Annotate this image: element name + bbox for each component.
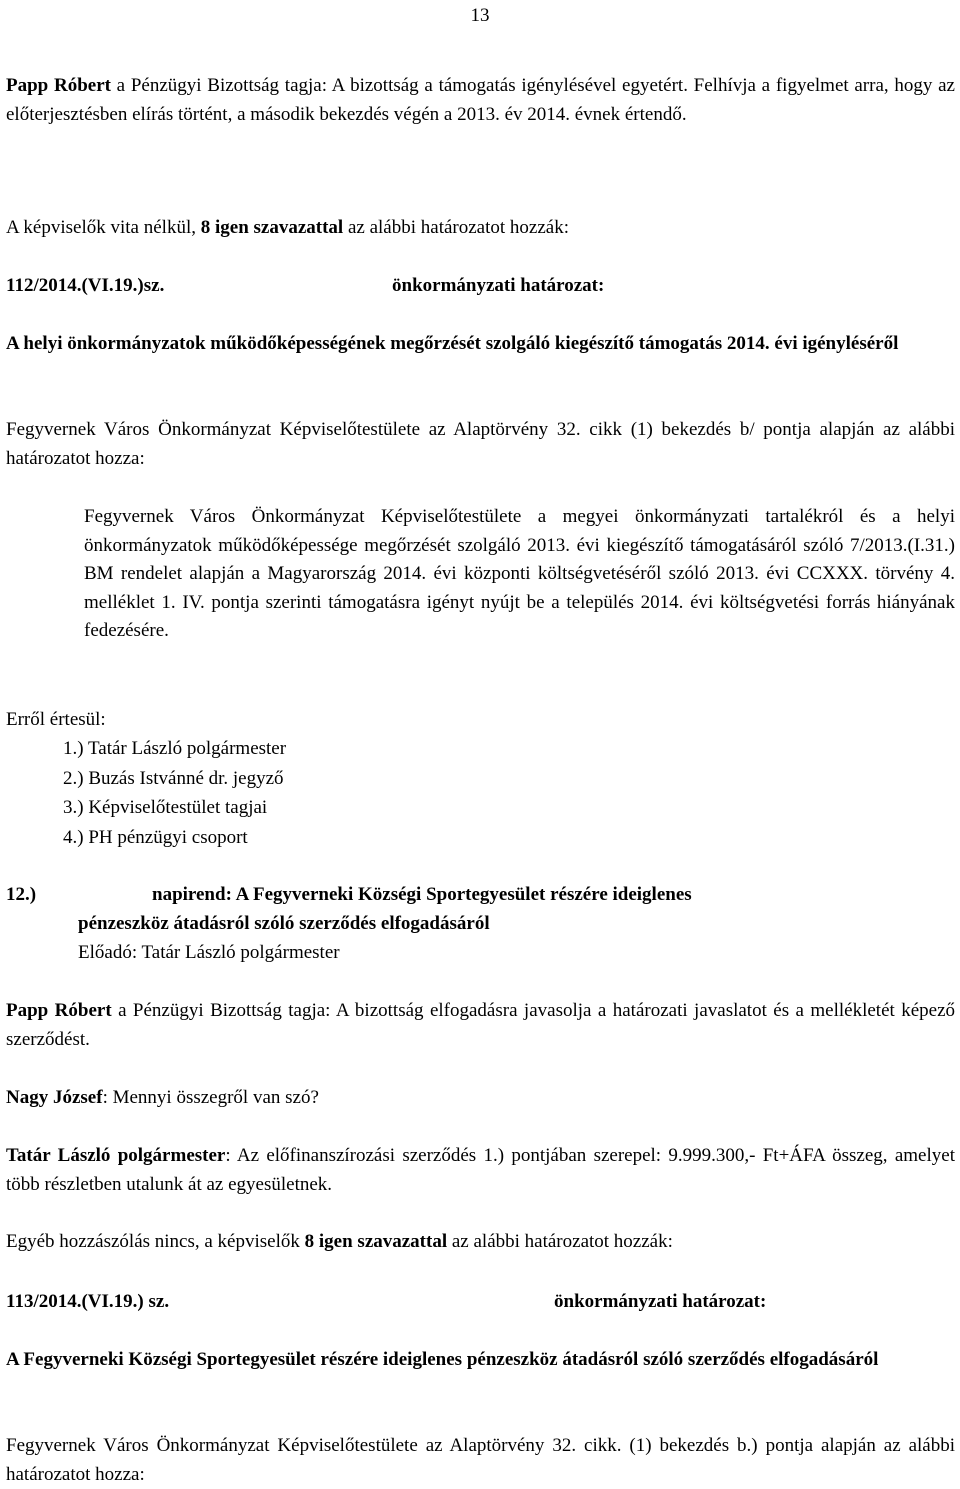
vote-count: 8 igen szavazattal [200,217,344,238]
speaker-name: Papp Róbert [6,1000,112,1021]
paragraph-tatar [6,1142,955,1199]
resolution-title-113: A Fegyverneki Községi Sportegyesület részére ideiglenes pénzeszköz átadásról szóló szerződés elfogadásáról [6,1349,879,1370]
vote-count: 8 igen szavazattal [304,1231,448,1252]
speaker-name: Nagy József [6,1087,103,1108]
resolution-body-112: Fegyvernek Város Önkormányzat Képviselőtestülete a megyei önkormányzati tartalékról és a helyi önkormányzatok működőképessége megőrzését szolgáló 2013. évi kiegészítő támogatásáról szóló 7/2013.(I.31.) BM rendelet alapján a Magyarország 2014. évi központi költségvetéséről szóló 2013. évi CCXXX. törvény 4. melléklet 1. IV. pontja szerinti támogatásra igényt nyújt be a település 2014. évi költségvetési forrás hiányának fedezésére. [84,506,955,641]
page-number: 13 [470,5,490,26]
resolution-number: 113/2014.(VI.19.) sz. [6,1291,170,1312]
paragraph-papp-1 [6,72,955,129]
agenda-title-line-2: pénzeszköz átadásról szóló szerződés elfogadásáról [78,913,490,934]
notify-list [63,735,863,853]
speaker-text: a Pénzügyi Bizottság tagja: A bizottság a támogatás igénylésével egyetért. Felhívja a figyelmet arra, hogy az előterjesztésben elírás történt, a második bekezdés végén a 2013. év 2014. évnek értendő. [6,75,955,125]
resolution-header-112 [6,272,955,301]
list-item: 3.) Képviselőtestület tagjai [63,797,268,818]
agenda-presenter: Előadó: Tatár László polgármester [78,942,340,963]
vote-statement-2 [6,1228,955,1257]
vote-statement-1 [6,214,955,243]
resolution-type: önkormányzati határozat: [554,1291,767,1312]
list-item: 1.) Tatár László polgármester [63,738,287,759]
resolution-title-112: A helyi önkormányzatok működőképességének megőrzését szolgáló kiegészítő támogatás 2014. évi igényléséről [6,333,899,354]
speaker-name: Papp Róbert [6,75,111,96]
speaker-text: a Pénzügyi Bizottság tagja: A bizottság elfogadásra javasolja a határozati javaslatot és a mellékletét képező szerződést. [6,1000,955,1050]
resolution-intro-112: Fegyvernek Város Önkormányzat Képviselőtestülete az Alaptörvény 32. cikk (1) bekezdés b/ pontja alapján az alábbi határozatot hozza: [6,419,955,469]
paragraph-papp-2 [6,997,955,1054]
notify-label: Erről értesül: [6,709,106,730]
speaker-name: Tatár László polgármester [6,1145,226,1166]
speaker-text: : Mennyi összegről van szó? [102,1087,319,1108]
vote-text-pre: Egyéb hozzászólás nincs, a képviselők [6,1231,305,1252]
resolution-type: önkormányzati határozat: [392,275,605,296]
resolution-intro-113: Fegyvernek Város Önkormányzat Képviselőtestülete az Alaptörvény 32. cikk. (1) bekezdés b.) pontja alapján az alábbi határozatot hozza: [6,1435,955,1485]
resolution-number: 112/2014.(VI.19.)sz. [6,275,165,296]
speaker-text: : Az előfinanszírozási szerződés 1.) pontjában szerepel: 9.999.300,- Ft+ÁFA összeg, amelyet több részletben utalunk át az egyesületnek. [6,1145,955,1195]
list-item: 2.) Buzás Istvánné dr. jegyző [63,767,284,789]
vote-text-pre: A képviselők vita nélkül, [6,217,201,238]
vote-text-post: az alábbi határozatot hozzák: [447,1231,673,1252]
resolution-header-113 [6,1288,955,1317]
paragraph-nagy [6,1084,955,1113]
agenda-number: 12.) [6,884,37,905]
list-item: 4.) PH pénzügyi csoport [63,826,248,848]
agenda-title-line-1: napirend: A Fegyverneki Községi Sportegyesület részére ideiglenes [152,884,692,905]
vote-text-post: az alábbi határozatot hozzák: [343,217,569,238]
